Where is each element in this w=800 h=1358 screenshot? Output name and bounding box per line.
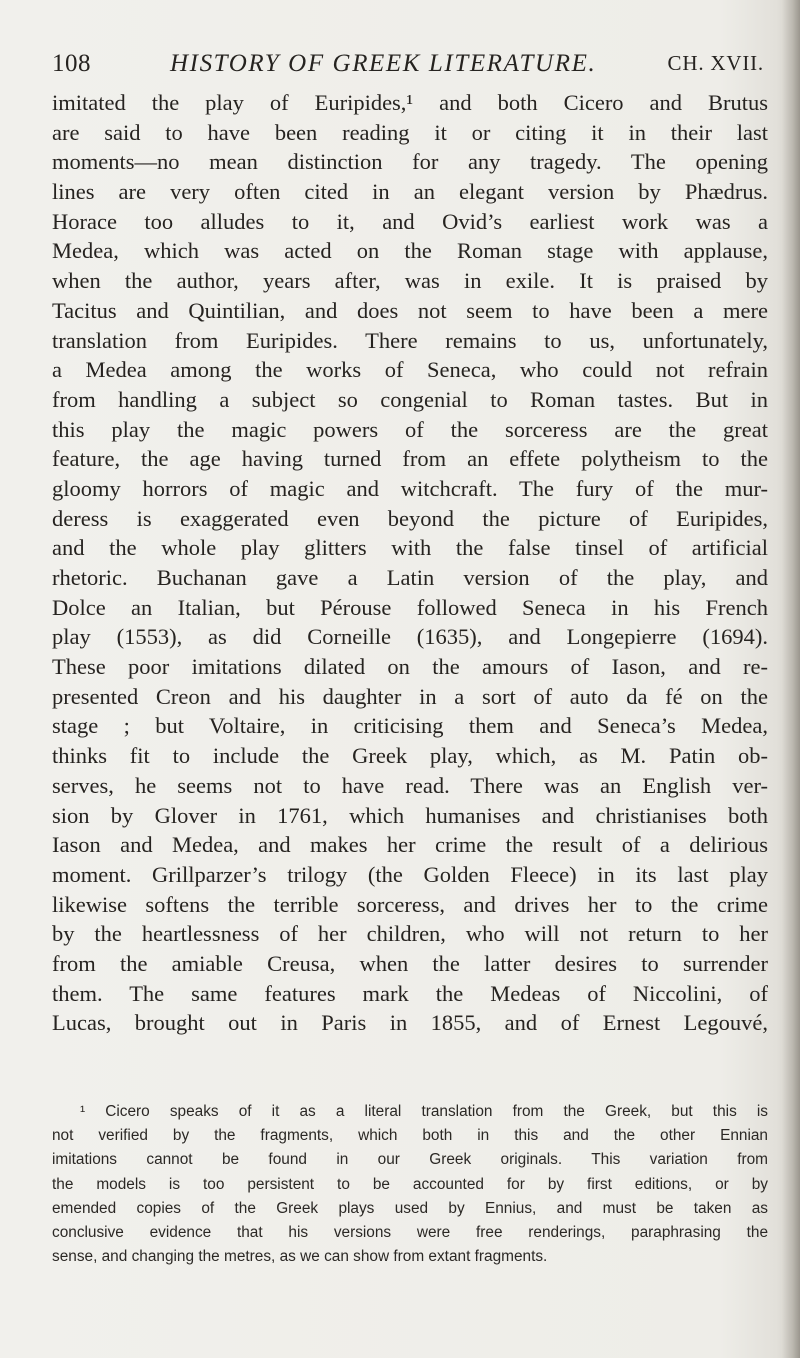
text-line: a Medea among the works of Seneca, who could not refrain [52,357,768,383]
text-line: Medea, which was acted on the Roman stage with applause, [52,238,768,264]
text-line: play (1553), as did Corneille (1635), and Longepierre (1694). [52,624,768,650]
text-line: presented Creon and his daughter in a sort of auto da fé on the [52,683,768,709]
text-line: Iason and Medea, and makes her crime the result of a delirious [52,832,768,858]
text-line: gloomy horrors of magic and witchcraft. The fury of the mur- [52,475,768,501]
text-line: are said to have been reading it or citing it in their last [52,119,768,145]
text-line: deress is exaggerated even beyond the picture of Euripides, [52,505,768,531]
text-line: likewise softens the terrible sorceress, and drives her to the crime [52,891,768,917]
text-line: from handling a subject so congenial to Roman tastes. But in [52,386,768,412]
footnote-line: not verified by the fragments, which both in this and the other Ennian [52,1127,768,1145]
page-number: 108 [52,50,91,77]
footnotes [52,1100,768,1269]
body-text [52,88,768,1038]
text-line: Horace too alludes to it, and Ovid’s earliest work was a [52,208,768,234]
footnote-line: emended copies of the Greek plays used by Ennius, and must be taken as [52,1199,768,1217]
text-line: serves, he seems not to have read. There was an English ver- [52,772,768,798]
text-line: rhetoric. Buchanan gave a Latin version of the play, and [52,565,768,590]
footnote-line: sense, and changing the metres, as we can show from extant fragments. [52,1248,548,1266]
text-line: lines are very often cited in an elegant version by Phædrus. [52,179,768,205]
footnote-line: the models is too persistent to be accounted for by first editions, or by [52,1175,768,1193]
text-line: translation from Euripides. There remains to us, unfortunately, [52,327,768,353]
text-line: moment. Grillparzer’s trilogy (the Golden Fleece) in its last play [52,861,768,887]
text-line: when the author, years after, was in exile. It is praised by [52,268,768,294]
text-line: sion by Glover in 1761, which humanises and christianises both [52,802,768,828]
footnote-line: conclusive evidence that his versions were free renderings, paraphrasing the [52,1223,768,1241]
text-line: imitated the play of Euripides,¹ and both Cicero and Brutus [52,90,768,115]
text-line: thinks fit to include the Greek play, which, as M. Patin ob- [52,743,768,769]
text-line: moments—no mean distinction for any tragedy. The opening [52,149,768,175]
text-line: Dolce an Italian, but Pérouse followed Seneca in his French [52,594,768,620]
text-line: stage ; but Voltaire, in criticising them and Seneca’s Medea, [52,713,768,739]
text-line: and the whole play glitters with the false tinsel of artificial [52,535,768,561]
footnote-line: ¹ Cicero speaks of it as a literal translation from the Greek, but this is [80,1103,768,1120]
text-line: Tacitus and Quintilian, and does not seem to have been a mere [52,297,768,323]
footnote-line: imitations cannot be found in our Greek originals. This variation from [52,1151,768,1169]
text-line: feature, the age having turned from an effete polytheism to the [52,446,768,472]
running-head [52,50,764,82]
text-line: this play the magic powers of the sorceress are the great [52,416,768,442]
text-line: These poor imitations dilated on the amours of Iason, and re- [52,654,768,680]
text-line: from the amiable Creusa, when the latter desires to surrender [52,950,768,976]
text-line: them. The same features mark the Medeas of Niccolini, of [52,980,768,1006]
text-line: by the heartlessness of her children, who will not return to her [52,921,768,947]
chapter-label: CH. XVII. [667,51,764,75]
text-line: Lucas, brought out in Paris in 1855, and of Ernest Legouvé, [52,1010,768,1036]
page-edge-shadow [782,0,800,1358]
running-head-title: HISTORY OF GREEK LITERATURE. [170,50,597,77]
